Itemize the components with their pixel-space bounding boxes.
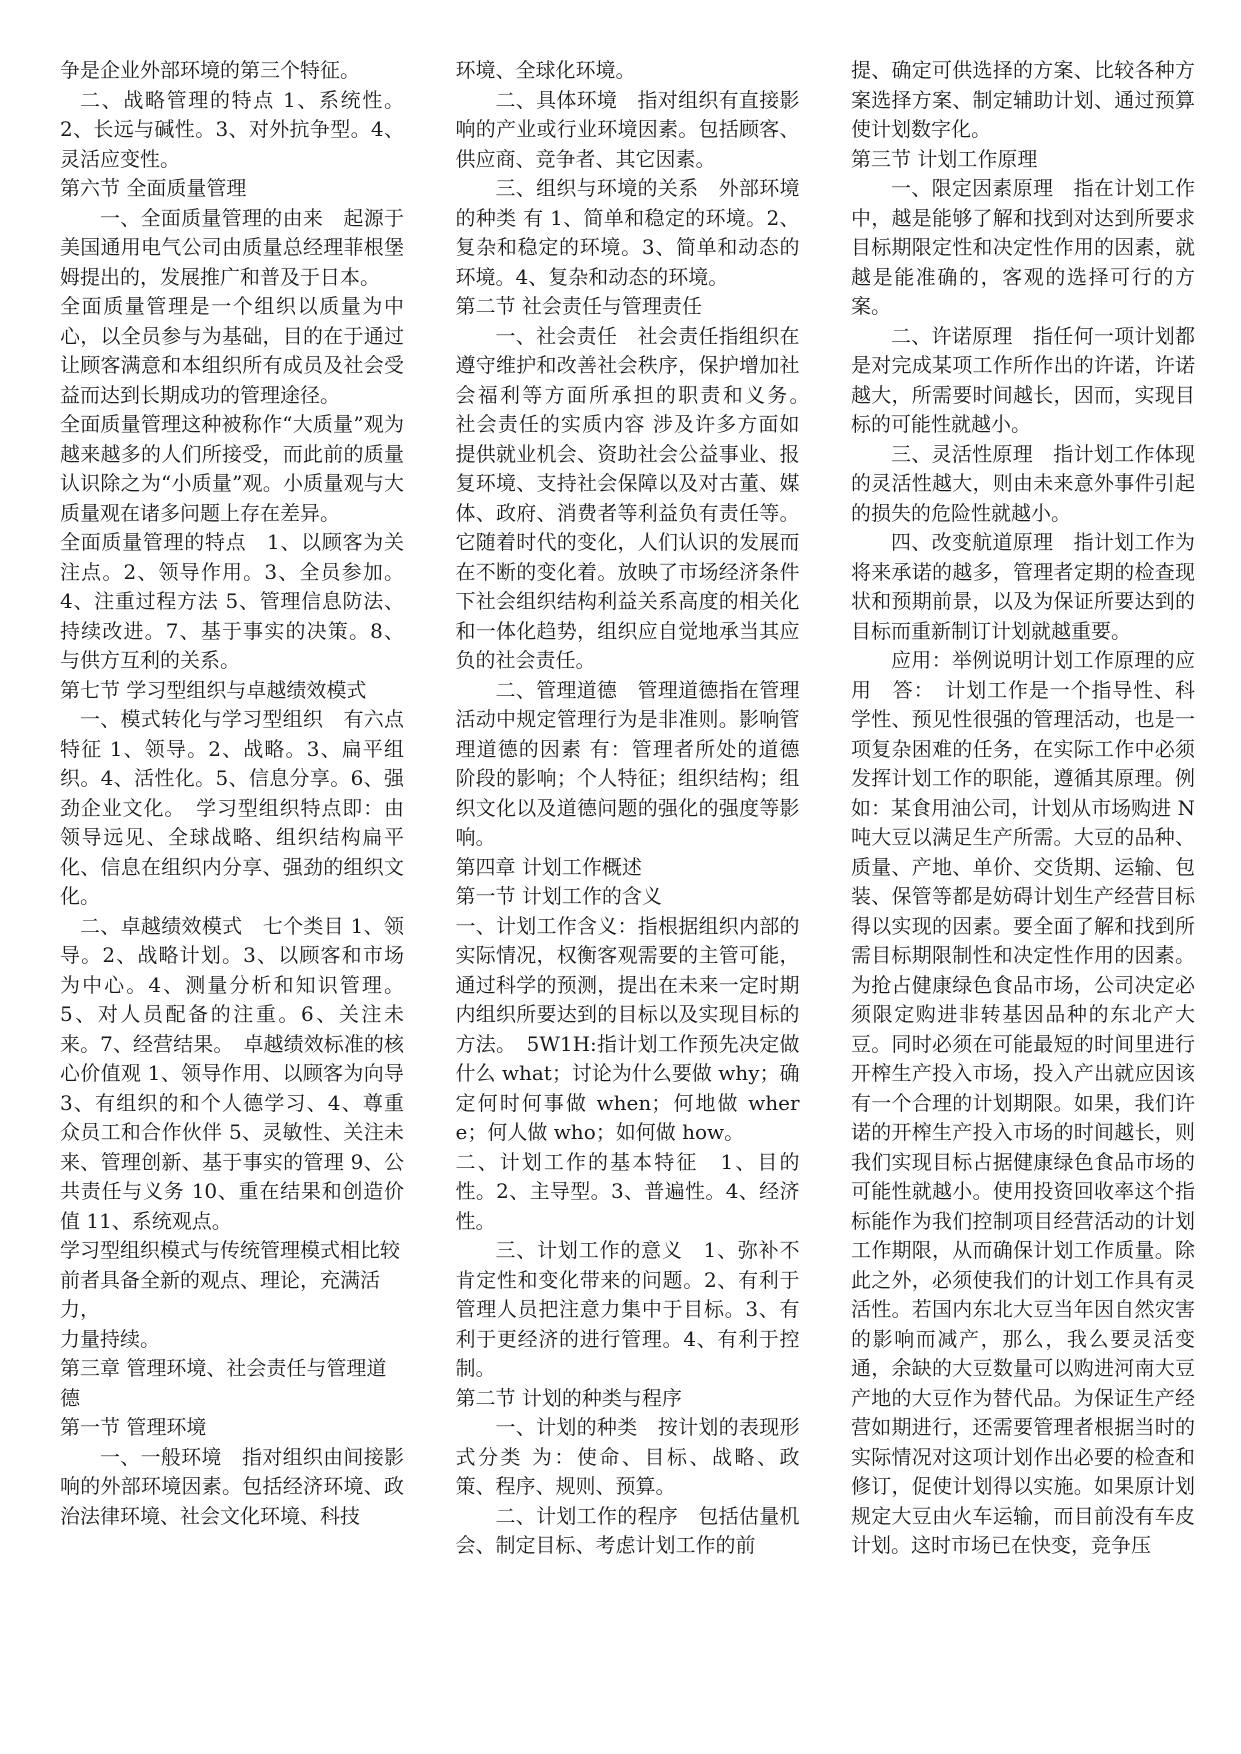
section-heading: 第六节 全面质量管理	[60, 176, 247, 200]
paragraph: 四、改变航道原理 指计划工作为将来承诺的越多，管理者定期的检查现状和预期前景，以及为保证所要达到的目标而重新制订计划就越重要。	[851, 530, 1195, 643]
text-column-2	[455, 56, 820, 1736]
section-heading: 前者具备全新的观点、理论，充满活力，	[60, 1267, 380, 1321]
paragraph: 一、计划的种类 按计划的表现形式分类 为：使命、目标、战略、政策、程序、规则、预算。	[455, 1415, 800, 1498]
paragraph: 二、管理道德 管理道德指在管理活动中规定管理行为是非准则。影响管理道德的因素 有：管理者所处的道德阶段的影响；个人特征；组织结构；组织文化以及道德问题的强化的强度等影响。	[455, 677, 800, 849]
paragraph: 全面质量管理是一个组织以质量为中心，以全员参与为基础，目的在于通过让顾客满意和本组织所有成员及社会受益而达到长期成功的管理途径。	[60, 294, 404, 407]
paragraph: 二、卓越绩效模式 七个类目 1、领导。2、战略计划。3、以顾客和市场为中心。4、测量分析和知识管理。5、对人员配备的注重。6、关注未来。7、经营结果。 卓越绩效标准的核心价值观 1、领导作用、以顾客为向导 3、有组织的和个人德学习、4、尊重众员工和合作伙伴 5、灵敏性、关注未来、管理创新、基于事实的管理 9、公共责任与义务 10、重在结果和创造价值 11、系统观点。	[60, 913, 404, 1233]
text-column-3	[851, 56, 1195, 1736]
section-heading: 第二节 计划的种类与程序	[455, 1385, 682, 1410]
paragraph: 一、模式转化与学习型组织 有六点特征 1、领导。2、战略。3、扁平组织。4、活性化。5、信息分享。6、强劲企业文化。 学习型组织特点即：由领导远见、全球战略、组织结构扁平化、信息在组织内分享、强劲的组织文化。	[60, 707, 404, 908]
text-column-1	[60, 56, 404, 1736]
paragraph: 二、计划工作的基本特征 1、目的性。2、主导型。3、普遍性。4、经济性。	[455, 1149, 800, 1233]
section-heading: 第七节 学习型组织与卓越绩效模式	[60, 677, 367, 702]
document-page	[60, 56, 1195, 1736]
section-heading: 学习型组织模式与传统管理模式相比较	[60, 1238, 400, 1262]
section-heading: 第二节 社会责任与管理责任	[455, 294, 702, 318]
paragraph: 三、灵活性原理 指计划工作体现的灵活性越大，则由未来意外事件引起的损失的危险性就越小。	[851, 441, 1195, 525]
paragraph: 全面质量管理这种被称作“大质量”观为越来越多的人们所接受，而此前的质量认识除之为“小质量”观。小质量观与大质量观在诸多问题上存在差异。	[60, 412, 404, 525]
paragraph: 应用：举例说明计划工作原理的应用 答： 计划工作是一个指导性、科学性、预见性很强的管理活动，也是一项复杂困难的任务，在实际工作中必须发挥计划工作的职能，遵循其原理。例如：某食用油公司，计划从市场购进 N 吨大豆以满足生产所需。大豆的品种、质量、产地、单价、交货期、运输、包装、保管等都是妨碍计划生产经营目标得以实现的因素。要全面了解和找到所需目标期限制性和决定性作用的因素。为抢占健康绿色食品市场，公司决定必须限定购进非转基因品种的东北产大豆。同时必须在可能最短的时间里进行开榨生产投入市场，投入产出就应因该有一个合理的计划期限。如果，我们许诺的开榨生产投入市场的时间越长，则我们实现目标占据健康绿色食品市场的可能性就越小。使用投资回收率这个指标能作为我们控制项目经营活动的计划工作期限，从而确保计划工作质量。除此之外，必须使我们的计划工作具有灵活性。若国内东北大豆当年因自然灾害的影响而减产，那么，我么要灵活变通，余缺的大豆数量可以购进河南大豆产地的大豆作为替代品。为保证生产经营如期进行，还需要管理者根据当时的实际情况对这项计划作出必要的检查和修订，促使计划得以实施。如果原计划规定大豆由火车运输，而目前没有车皮计划。这时市场已在快变，竞争压	[851, 648, 1195, 1557]
paragraph: 全面质量管理的特点 1、以顾客为关注点。2、领导作用。3、全员参加。4、注重过程方法 5、管理信息防法、持续改进。7、基于事实的决策。8、与供方互利的关系。	[60, 530, 404, 672]
paragraph: 二、战略管理的特点 1、系统性。2、长远与碱性。3、对外抗争型。4、灵活应变性。	[60, 87, 404, 171]
paragraph: 提、确定可供选择的方案、比较各种方案选择方案、制定辅助计划、通过预算使计划数字化。	[851, 58, 1195, 141]
paragraph: 二、计划工作的程序 包括估量机会、制定目标、考虑计划工作的前	[455, 1503, 800, 1557]
paragraph: 三、组织与环境的关系 外部环境的种类 有 1、简单和稳定的环境。2、复杂和稳定的环境。3、简单和动态的环境。4、复杂和动态的环境。	[455, 176, 800, 289]
section-heading: 第三章 管理环境、社会责任与管理道德	[60, 1356, 387, 1410]
paragraph: 一、计划工作含义：指根据组织内部的实际情况，权衡客观需要的主管可能，通过科学的预测，提出在未来一定时期内组织所要达到的目标以及实现目标的方法。 5W1H:指计划工作预先决定做什么 what；讨论为什么要做 why；确定何时何事做 when；何地做 where；何人做 who；如何做 how。	[455, 913, 800, 1144]
section-heading: 第三节 计划工作原理	[851, 146, 1038, 171]
paragraph: 三、计划工作的意义 1、弥补不肯定性和变化带来的问题。2、有利于管理人员把注意力集中于目标。3、有利于更经济的进行管理。4、有利于控制。	[455, 1238, 800, 1380]
section-heading: 第一节 计划工作的含义	[455, 884, 662, 908]
section-heading: 第一节 管理环境	[60, 1415, 207, 1439]
paragraph: 环境、全球化环境。	[455, 58, 636, 82]
paragraph: 一、全面质量管理的由来 起源于美国通用电气公司由质量总经理菲根堡姆提出的，发展推广和普及于日本。	[60, 205, 404, 289]
paragraph: 一、一般环境 指对组织由间接影响的外部环境因素。包括经济环境、政治法律环境、社会文化环境、科技	[60, 1444, 404, 1528]
paragraph: 一、限定因素原理 指在计划工作中，越是能够了解和找到对达到所要求目标期限定性和决定性作用的因素，就越是能准确的，客观的选择可行的方案。	[851, 176, 1195, 318]
paragraph: 二、许诺原理 指任何一项计划都是对完成某项工作所作出的许诺，许诺越大，所需要时间越长，因而，实现目标的可能性就越小。	[851, 323, 1195, 436]
paragraph: 二、具体环境 指对组织有直接影响的产业或行业环境因素。包括顾客、供应商、竞争者、其它因素。	[455, 87, 800, 171]
paragraph: 一、社会责任 社会责任指组织在遵守维护和改善社会秩序，保护增加社会福利等方面所承担的职责和义务。 社会责任的实质内容 涉及许多方面如提供就业机会、资助社会公益事业、报复环境、支持社会保障以及对古董、媒体、政府、消费者等利益负有责任等。它随着时代的变化，人们认识的发展而在不断的变化着。放映了市场经济条件下社会组织结构利益关系高度的相关化和一体化趋势，组织应自觉地承当其应负的社会责任。	[455, 323, 820, 672]
paragraph: 争是企业外部环境的第三个特征。	[60, 58, 360, 82]
section-heading: 力量持续。	[60, 1326, 160, 1351]
section-heading: 第四章 计划工作概述	[455, 854, 642, 879]
